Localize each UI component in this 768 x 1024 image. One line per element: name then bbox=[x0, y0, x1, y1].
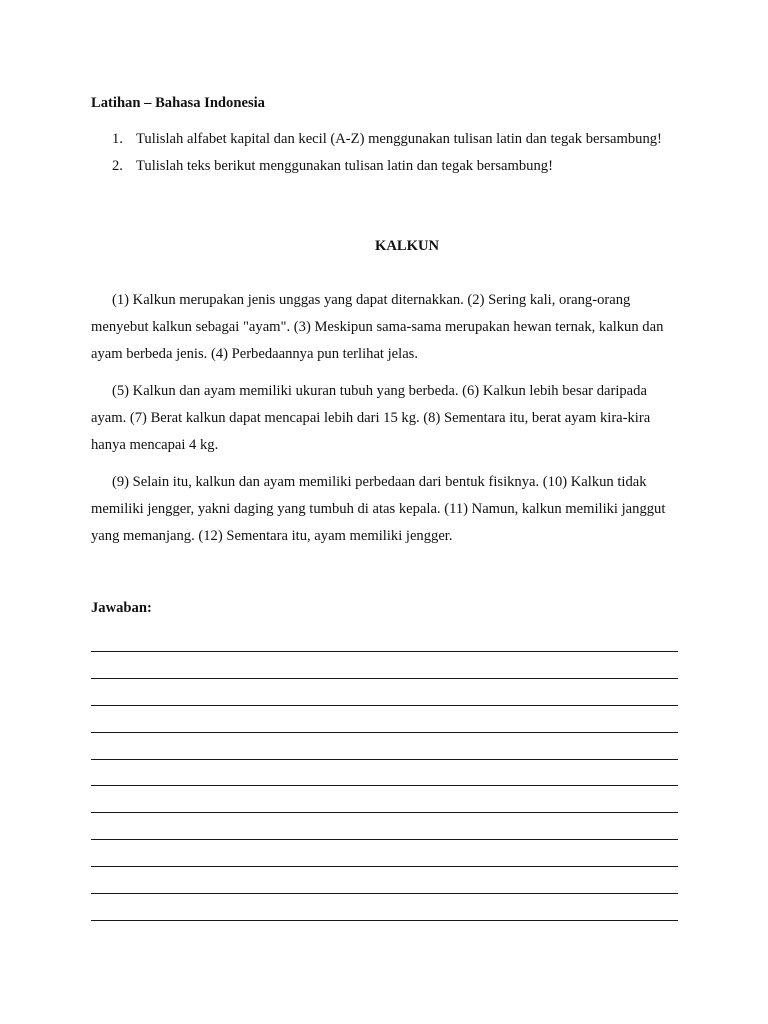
instruction-item bbox=[91, 153, 677, 180]
instruction-text: Tulislah alfabet kapital dan kecil (A-Z) menggunakan tulisan latin dan tegak bersambung! bbox=[136, 131, 662, 147]
answer-line bbox=[91, 651, 678, 678]
instruction-number: 2. bbox=[112, 158, 123, 174]
story-paragraph: (9) Selain itu, kalkun dan ayam memiliki perbedaan dari bentuk fisiknya. (10) Kalkun tidak memiliki jengger, yakni daging yang tumbuh di atas kepala. (11) Namun, kalkun memiliki janggut yang memanjang. (12) Sementara itu, ayam memiliki jengger. bbox=[91, 474, 666, 544]
worksheet-heading: Latihan – Bahasa Indonesia bbox=[91, 95, 265, 111]
story-paragraph: (5) Kalkun dan ayam memiliki ukuran tubuh yang berbeda. (6) Kalkun lebih besar daripada ayam. (7) Berat kalkun dapat mencapai lebih dari 15 kg. (8) Sementara itu, berat ayam kira-kira hanya mencapai 4 kg. bbox=[91, 383, 651, 453]
instruction-number: 1. bbox=[112, 131, 123, 147]
answer-line bbox=[91, 866, 678, 893]
answer-lines bbox=[91, 651, 678, 947]
answer-line bbox=[91, 812, 678, 839]
instruction-item bbox=[91, 126, 677, 153]
story-title: KALKUN bbox=[374, 238, 440, 254]
answer-line bbox=[91, 839, 678, 866]
answer-line bbox=[91, 759, 678, 786]
answer-line bbox=[91, 920, 678, 947]
story-body bbox=[91, 287, 677, 560]
answer-line bbox=[91, 732, 678, 759]
instruction-list bbox=[91, 126, 677, 180]
answer-line bbox=[91, 893, 678, 920]
story-paragraph: (1) Kalkun merupakan jenis unggas yang dapat diternakkan. (2) Sering kali, orang-orang menyebut kalkun sebagai "ayam". (3) Meskipun sama-sama merupakan hewan ternak, kalkun dan ayam berbeda jenis. (4) Perbedaannya pun terlihat jelas. bbox=[91, 292, 664, 362]
answer-label: Jawaban: bbox=[91, 600, 152, 616]
answer-line bbox=[91, 705, 678, 732]
answer-line bbox=[91, 785, 678, 812]
answer-line bbox=[91, 678, 678, 705]
instruction-text: Tulislah teks berikut menggunakan tulisan latin dan tegak bersambung! bbox=[136, 158, 553, 174]
